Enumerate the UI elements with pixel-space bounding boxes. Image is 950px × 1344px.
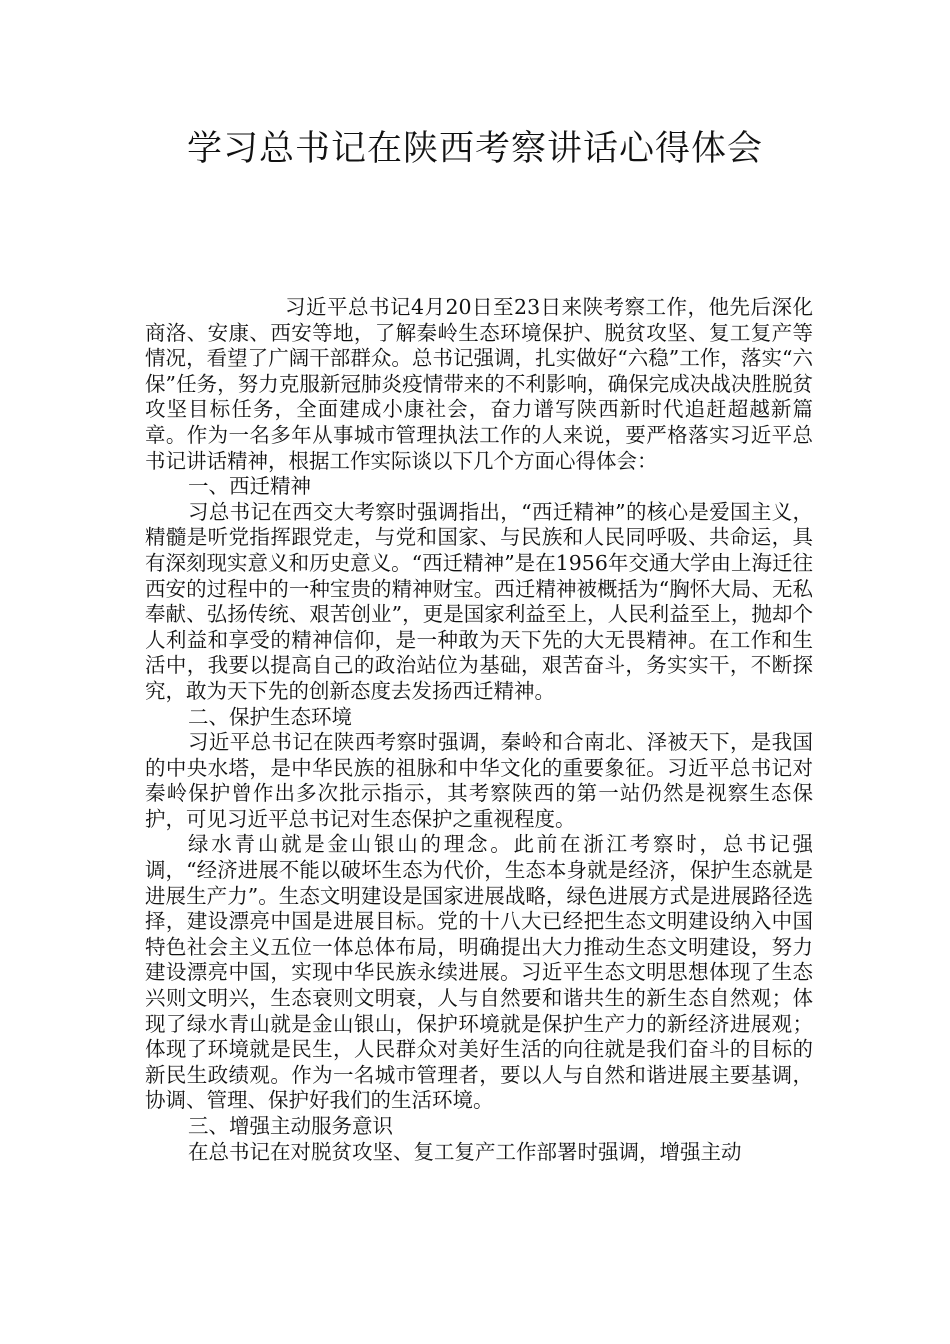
section-heading-2: 二、保护生态环境 <box>188 704 352 729</box>
document-body <box>145 295 813 1165</box>
intro-paragraph: 习近平总书记4月20日至23日来陕考察工作，他先后深化商洛、安康、西安等地，了解秦岭生态环境保护、脱贫攻坚、复工复产等情况，看望了广阔干部群众。总书记强调，扎实做好“六稳”工作，落实“六保”任务，努力克服新冠肺炎疫情带来的不利影响，确保完成决战决胜脱贫攻坚目标任务，全面建成小康社会，奋力谱写陕西新时代追赶超越新篇章。作为一名多年从事城市管理执法工作的人来说，要严格落实习近平总书记讲话精神，根据工作实际谈以下几个方面心得体会： <box>145 295 813 473</box>
body-paragraph: 在总书记在对脱贫攻坚、复工复产工作部署时强调，增强主动 <box>188 1139 742 1164</box>
body-paragraph: 习近平总书记在陕西考察时强调，秦岭和合南北、泽被天下，是我国的中央水塔，是中华民族的祖脉和中华文化的重要象征。习近平总书记对秦岭保护曾作出多次批示指示，其考察陕西的第一站仍然是视察生态保护，可见习近平总书记对生态保护之重视程度。 <box>145 730 813 831</box>
body-paragraph: 绿水青山就是金山银山的理念。此前在浙江考察时，总书记强调，“经济进展不能以破坏生态为代价，生态本身就是经济，保护生态就是进展生产力”。生态文明建设是国家进展战略，绿色进展方式是进展路径选择，建设漂亮中国是进展目标。党的十八大已经把生态文明建设纳入中国特色社会主义五位一体总体布局，明确提出大力推动生态文明建设，努力建设漂亮中国，实现中华民族永续进展。习近平生态文明思想体现了生态兴则文明兴，生态衰则文明衰，人与自然要和谐共生的新生态自然观；体现了绿水青山就是金山银山，保护环境就是保护生产力的新经济进展观；体现了环境就是民生，人民群众对美好生活的向往就是我们奋斗的目标的新民生政绩观。作为一名城市管理者，要以人与自然和谐进展主要基调，协调、管理、保护好我们的生活环境。 <box>145 832 813 1113</box>
document-title: 学习总书记在陕西考察讲话心得体会 <box>186 129 763 169</box>
body-paragraph: 习总书记在西交大考察时强调指出，“西迁精神”的核心是爱国主义，精髓是听党指挥跟党走，与党和国家、与民族和人民同呼吸、共命运，具有深刻现实意义和历史意义。“西迁精神”是在1956年交通大学由上海迁往西安的过程中的一种宝贵的精神财宝。西迁精神被概括为“胸怀大局、无私奉献、弘扬传统、艰苦创业”，更是国家利益至上，人民利益至上，抛却个人利益和享受的精神信仰，是一种敢为天下先的大无畏精神。在工作和生活中，我要以提高自己的政治站位为基础，艰苦奋斗，务实实干，不断探究，敢为天下先的创新态度去发扬西迁精神。 <box>145 499 813 703</box>
section-heading-3: 三、增强主动服务意识 <box>188 1114 393 1138</box>
section-heading-1: 一、西迁精神 <box>188 474 311 499</box>
